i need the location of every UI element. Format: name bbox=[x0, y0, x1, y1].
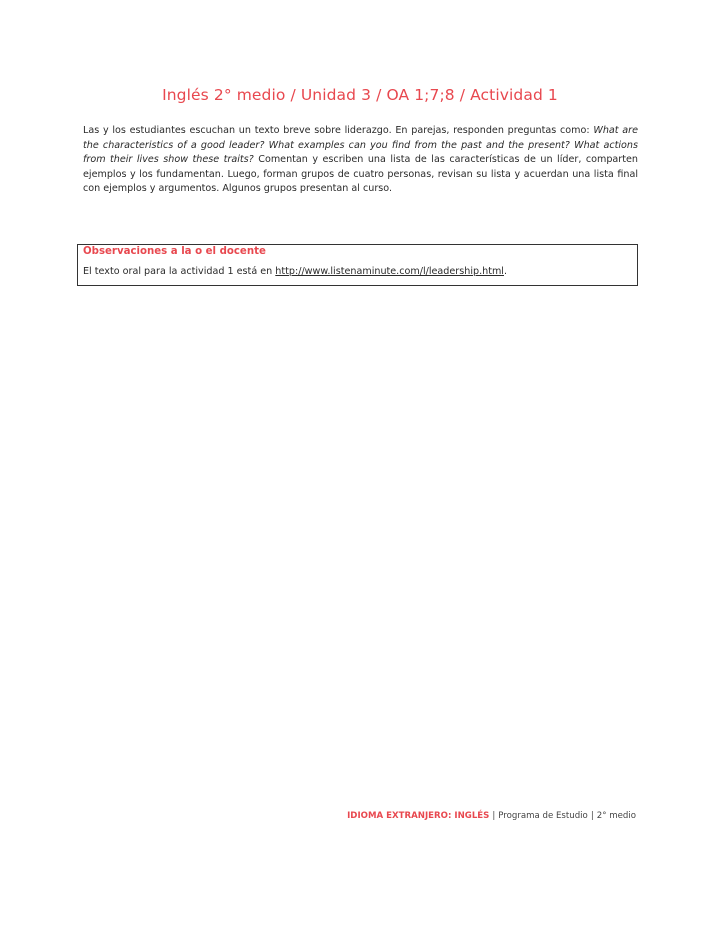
observations-end: . bbox=[503, 266, 508, 277]
listening-resource-link[interactable]: http://www.listenaminute.com/l/leadership.html bbox=[275, 266, 504, 277]
page-title: Inglés 2° medio / Unidad 3 / OA 1;7;8 / Actividad 1 bbox=[162, 86, 558, 104]
activity-intro: Las y los estudiantes escuchan un texto breve sobre liderazgo. En parejas, responden preguntas como: bbox=[83, 125, 594, 136]
observations-heading: Observaciones a la o el docente bbox=[83, 246, 266, 257]
observations-body: El texto oral para la actividad 1 está en bbox=[83, 266, 276, 277]
observations-text bbox=[83, 266, 507, 277]
footer-subject: IDIOMA EXTRANJERO: INGLÉS bbox=[347, 811, 490, 821]
footer-separator: | bbox=[590, 811, 594, 821]
activity-rest: Comentan y escriben una lista de las características de un líder, comparten ejemplos y los fundamentan. Luego, forman grupos de cuatro personas, revisan su lista y acuerdan una lista final con ejemplos y argumentos. Algunos grupos presentan al curso. bbox=[83, 154, 638, 195]
activity-description bbox=[83, 124, 638, 197]
observations-box bbox=[77, 244, 638, 286]
activity-questions: What are the characteristics of a good leader? What examples can you find from the past and the present? What actions from their lives show these traits? bbox=[83, 125, 639, 166]
footer-program: Programa de Estudio bbox=[498, 811, 588, 821]
footer-grade: 2° medio bbox=[596, 811, 636, 821]
footer-separator: | bbox=[492, 811, 496, 821]
page-footer bbox=[347, 811, 636, 821]
